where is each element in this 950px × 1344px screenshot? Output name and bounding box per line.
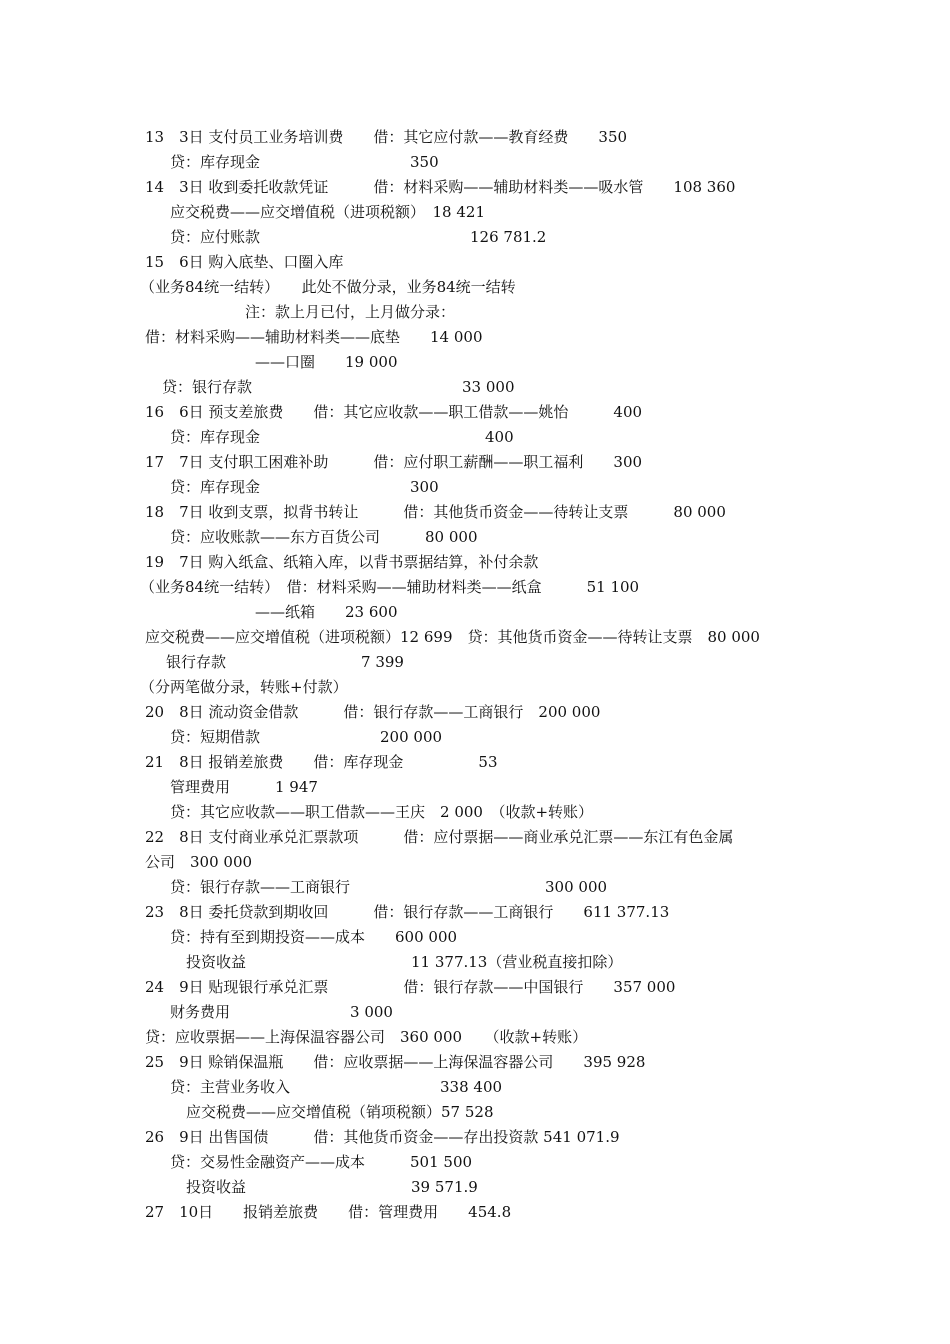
entry-line: 贷：其它应收款——职工借款——王庆 2 000 （收款+转账） — [170, 803, 594, 821]
entry-line: 投资收益 11 377.13（营业税直接扣除） — [186, 953, 623, 971]
entry-line: 财务费用 3 000 — [170, 1003, 393, 1021]
entry-line: 贷：主营业务收入 338 400 — [170, 1078, 503, 1096]
entry-line: 19 7日 购入纸盒、纸箱入库，以背书票据结算，补付余款 — [145, 553, 539, 571]
entry-line: 管理费用 1 947 — [170, 778, 318, 796]
entry-line: （业务84统一结转） 此处不做分录，业务84统一结转 — [140, 278, 516, 296]
entry-line: 贷：应付账款 126 781.2 — [170, 228, 547, 246]
entry-line: 银行存款 7 399 — [166, 653, 404, 671]
entry-line: 16 6日 预支差旅费 借：其它应收款——职工借款——姚怡 400 — [145, 403, 643, 421]
entry-line: 13 3日 支付员工业务培训费 借：其它应付款——教育经费 350 — [145, 128, 628, 146]
entry-line: 投资收益 39 571.9 — [186, 1178, 478, 1196]
entry-line: （分两笔做分录，转账+付款） — [140, 678, 348, 696]
entry-line: 公司 300 000 — [145, 853, 253, 871]
entry-line: 17 7日 支付职工困难补助 借：应付职工薪酬——职工福利 300 — [145, 453, 643, 471]
entry-line: 23 8日 委托贷款到期收回 借：银行存款——工商银行 611 377.13 — [145, 903, 670, 921]
entry-line: 应交税费——应交增值税（销项税额）57 528 — [186, 1103, 494, 1121]
entry-line: 15 6日 购入底垫、口圈入库 — [145, 253, 344, 271]
entry-line: 贷：交易性金融资产——成本 501 500 — [170, 1153, 473, 1171]
entry-line: 24 9日 贴现银行承兑汇票 借：银行存款——中国银行 357 000 — [145, 978, 676, 996]
entry-line: 贷：银行存款——工商银行 300 000 — [170, 878, 608, 896]
entry-line: 应交税费——应交增值税（进项税额） 18 421 — [170, 203, 485, 221]
entry-line: 25 9日 赊销保温瓶 借：应收票据——上海保温容器公司 395 928 — [145, 1053, 646, 1071]
entry-line: （业务84统一结转） 借：材料采购——辅助材料类——纸盒 51 100 — [140, 578, 640, 596]
entry-line: 贷：应收账款——东方百货公司 80 000 — [170, 528, 478, 546]
entry-line: ——纸箱 23 600 — [255, 603, 398, 621]
entry-line: 20 8日 流动资金借款 借：银行存款——工商银行 200 000 — [145, 703, 601, 721]
entry-line: 借：材料采购——辅助材料类——底垫 14 000 — [145, 328, 483, 346]
entry-line: 贷：银行存款 33 000 — [162, 378, 515, 396]
entry-line: 26 9日 出售国债 借：其他货币资金——存出投资款 541 071.9 — [145, 1128, 620, 1146]
entry-line: ——口圈 19 000 — [255, 353, 398, 371]
entry-line: 21 8日 报销差旅费 借：库存现金 53 — [145, 753, 498, 771]
entry-line: 贷：库存现金 350 — [170, 153, 439, 171]
entry-line: 贷：应收票据——上海保温容器公司 360 000 （收款+转账） — [145, 1028, 588, 1046]
entry-line: 22 8日 支付商业承兑汇票款项 借：应付票据——商业承兑汇票——东江有色金属 — [145, 828, 734, 846]
entry-line: 应交税费——应交增值税（进项税额）12 699 贷：其他货币资金——待转让支票 80 000 — [145, 628, 760, 646]
entry-line: 贷：库存现金 300 — [170, 478, 439, 496]
entry-line: 贷：短期借款 200 000 — [170, 728, 443, 746]
entry-line: 贷：库存现金 400 — [170, 428, 514, 446]
entry-line: 14 3日 收到委托收款凭证 借：材料采购——辅助材料类——吸水管 108 360 — [145, 178, 736, 196]
entry-line: 27 10日 报销差旅费 借：管理费用 454.8 — [145, 1203, 512, 1221]
entry-line: 注：款上月已付，上月做分录： — [245, 303, 456, 321]
entry-line: 18 7日 收到支票，拟背书转让 借：其他货币资金——待转让支票 80 000 — [145, 503, 726, 521]
entry-line: 贷：持有至到期投资——成本 600 000 — [170, 928, 458, 946]
